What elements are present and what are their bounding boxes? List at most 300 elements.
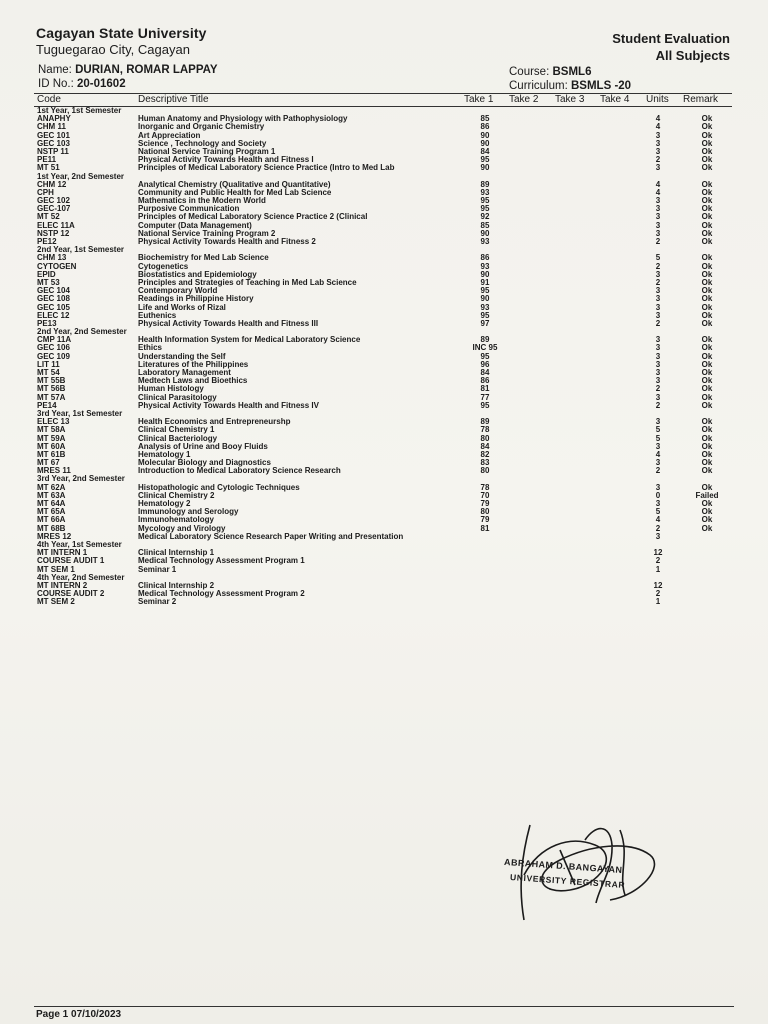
subject-remark: Ok — [701, 433, 713, 443]
semester-heading — [0, 246, 768, 254]
col-take1: Take 1 — [464, 94, 494, 105]
subject-remark: Ok — [701, 277, 713, 287]
subject-code: CHM 12 — [37, 179, 67, 189]
col-take3: Take 3 — [555, 94, 585, 105]
subject-title: Principles and Strategies of Teaching in Med Lab Science — [138, 277, 357, 287]
subject-code: MT 64A — [37, 499, 66, 508]
subject-take1: 90 — [480, 138, 490, 148]
subject-row — [0, 181, 768, 189]
subject-units: 3 — [655, 376, 661, 386]
semester-heading — [0, 328, 768, 336]
subject-take1: INC 95 — [472, 343, 498, 353]
subject-take1: 95 — [480, 286, 490, 296]
subject-units: 3 — [655, 458, 661, 468]
subject-units: 2 — [655, 589, 661, 599]
subject-remark: Ok — [701, 482, 713, 492]
student-id-line — [38, 78, 126, 90]
subject-code: GEC 108 — [37, 294, 70, 304]
semester-heading — [0, 541, 768, 549]
subject-title: Clinical Internship 2 — [138, 580, 215, 590]
registrar-name: ABRAHAM D. BANGAYAN — [503, 856, 623, 876]
subject-row — [0, 549, 768, 557]
subject-take1: 95 — [480, 351, 490, 361]
course-label: Course: — [509, 66, 550, 78]
subject-units: 1 — [655, 564, 661, 574]
subject-units: 3 — [655, 441, 661, 451]
subject-code: COURSE AUDIT 2 — [37, 589, 105, 599]
col-take4: Take 4 — [600, 94, 630, 105]
subject-code: NSTP 11 — [37, 146, 69, 156]
subject-take1: 85 — [480, 220, 490, 230]
subject-code: MT 56B — [37, 384, 66, 394]
subject-units: 4 — [655, 187, 661, 197]
subject-title: Readings in Philippine History — [138, 294, 254, 304]
subject-code: GEC 105 — [37, 302, 70, 312]
subject-remark: Ok — [701, 507, 713, 517]
subject-units: 3 — [655, 531, 661, 541]
subject-take1: 95 — [480, 204, 490, 214]
subject-remark: Ok — [701, 220, 713, 230]
document-title-main: Student Evaluation — [612, 31, 730, 46]
subject-take1: 97 — [480, 318, 490, 328]
footer-rule — [34, 1006, 734, 1007]
subject-title: Immunohematology — [138, 515, 215, 525]
subject-title: Molecular Biology and Diagnostics — [138, 458, 271, 468]
subject-row — [0, 254, 768, 262]
subject-take1: 90 — [480, 130, 490, 140]
semester-label: 4th Year, 2nd Semester — [37, 572, 125, 582]
subject-code: MRES 12 — [37, 531, 72, 541]
subject-title: Cytogenetics — [138, 261, 189, 271]
curriculum-line — [509, 80, 631, 92]
subject-remark: Ok — [701, 237, 713, 246]
subject-code: MT 62A — [37, 482, 66, 492]
subject-row — [0, 500, 768, 508]
subject-units: 3 — [655, 499, 661, 508]
subject-remark: Ok — [701, 122, 713, 132]
subject-remark: Ok — [701, 441, 713, 451]
subject-units: 12 — [653, 548, 663, 558]
subject-take1: 86 — [480, 376, 490, 386]
subject-units: 2 — [655, 384, 661, 394]
subject-title: Contemporary World — [138, 286, 218, 296]
subject-units: 3 — [655, 302, 661, 312]
curriculum-value: BSMLS -20 — [571, 80, 632, 92]
curriculum-label: Curriculum: — [509, 80, 568, 92]
subject-title: Physical Activity Towards Health and Fitness III — [138, 318, 319, 328]
subject-title: Community and Public Health for Med Lab Science — [138, 187, 332, 197]
subject-take1: 80 — [480, 466, 490, 476]
subject-remark: Ok — [701, 228, 713, 238]
subject-title: Analysis of Urine and Booy Fluids — [138, 441, 268, 451]
subject-code: GEC 103 — [37, 138, 70, 148]
subject-remark: Ok — [701, 392, 713, 402]
subject-title: Mathematics in the Modern World — [138, 196, 266, 206]
subject-take1: 85 — [480, 114, 490, 124]
subject-units: 3 — [655, 212, 661, 222]
subject-remark: Ok — [701, 351, 713, 361]
subject-row — [0, 484, 768, 492]
subjects-table — [0, 107, 768, 606]
subject-title: Clinical Parasitology — [138, 392, 217, 402]
subject-units: 3 — [655, 310, 661, 320]
subject-title: Laboratory Management — [138, 368, 231, 377]
subject-units: 2 — [655, 261, 661, 271]
subject-units: 5 — [655, 433, 661, 443]
subject-units: 2 — [655, 400, 661, 410]
subject-row — [0, 132, 768, 140]
subject-title: Hematology 2 — [138, 499, 191, 508]
subject-take1: 81 — [480, 384, 490, 394]
subject-take1: 84 — [480, 368, 490, 377]
subject-row — [0, 516, 768, 524]
semester-label: 2nd Year, 1st Semester — [37, 245, 125, 255]
subject-code: MT INTERN 1 — [37, 548, 88, 558]
subject-units: 4 — [655, 122, 661, 132]
subject-units: 0 — [655, 490, 661, 500]
subject-row — [0, 459, 768, 467]
subject-units: 4 — [655, 515, 661, 525]
subject-row — [0, 385, 768, 393]
subject-remark: Ok — [701, 425, 713, 435]
subject-row — [0, 312, 768, 320]
name-label: Name: — [38, 64, 72, 76]
subject-code: MT 67 — [37, 458, 60, 468]
subject-title: Art Appreciation — [138, 130, 201, 140]
subject-row — [0, 148, 768, 156]
subject-units: 4 — [655, 179, 661, 189]
subject-code: MT 63A — [37, 490, 66, 500]
subject-remark: Ok — [701, 130, 713, 140]
subject-title: Understanding the Self — [138, 351, 226, 361]
subject-units: 3 — [655, 146, 661, 156]
subject-title: National Service Training Program 2 — [138, 228, 276, 238]
subject-units: 3 — [655, 351, 661, 361]
subject-code: GEC 109 — [37, 351, 70, 361]
subject-take1: 89 — [480, 417, 490, 427]
subject-units: 3 — [655, 130, 661, 140]
subject-title: Seminar 1 — [138, 564, 177, 574]
subject-row — [0, 304, 768, 312]
subject-title: Clinical Bacteriology — [138, 433, 218, 443]
subject-units: 2 — [655, 277, 661, 287]
subject-code: ANAPHY — [37, 114, 71, 124]
subject-row — [0, 369, 768, 377]
col-take2: Take 2 — [509, 94, 539, 105]
subject-row — [0, 443, 768, 451]
subject-row — [0, 426, 768, 434]
subject-row — [0, 361, 768, 369]
subject-title: Computer (Data Management) — [138, 220, 252, 230]
subject-take1: 80 — [480, 433, 490, 443]
subject-title: Mycology and Virology — [138, 523, 226, 533]
subject-code: LIT 11 — [37, 359, 60, 369]
subject-take1: 93 — [480, 302, 490, 312]
table-header — [34, 93, 732, 107]
subject-units: 5 — [655, 507, 661, 517]
subject-remark: Ok — [701, 187, 713, 197]
subject-title: Introduction to Medical Laboratory Science Research — [138, 466, 341, 476]
subject-code: ELEC 13 — [37, 417, 70, 427]
subject-title: Immunology and Serology — [138, 507, 239, 517]
subject-take1: 89 — [480, 179, 490, 189]
subject-units: 5 — [655, 425, 661, 435]
subject-units: 4 — [655, 114, 661, 124]
subject-row — [0, 287, 768, 295]
subject-title: Inorganic and Organic Chemistry — [138, 122, 265, 132]
subject-title: Clinical Chemistry 2 — [138, 490, 215, 500]
subject-code: MT 60A — [37, 441, 66, 451]
subject-code: NSTP 12 — [37, 228, 70, 238]
university-city: Tuguegarao City, Cagayan — [36, 42, 190, 57]
subject-row — [0, 582, 768, 590]
university-name: Cagayan State University — [36, 25, 207, 41]
subject-remark: Ok — [701, 400, 713, 410]
subject-take1: 89 — [480, 335, 490, 345]
course-line — [509, 66, 591, 78]
subject-take1: 83 — [480, 458, 490, 468]
subject-row — [0, 451, 768, 459]
subject-remark: Ok — [701, 212, 713, 222]
subject-remark: Ok — [701, 449, 713, 459]
subject-title: Medical Technology Assessment Program 2 — [138, 589, 305, 599]
subject-code: MT 66A — [37, 515, 66, 525]
subject-title: Medical Laboratory Science Research Paper Writing and Presentation — [138, 531, 404, 541]
subject-take1: 84 — [480, 146, 490, 156]
student-name-line — [38, 64, 218, 76]
subject-title: Biostatistics and Epidemiology — [138, 269, 257, 279]
subject-title: Clinical Internship 1 — [138, 548, 215, 558]
subject-units: 3 — [655, 482, 661, 492]
subject-take1: 95 — [480, 155, 490, 165]
subject-take1: 93 — [480, 187, 490, 197]
subject-row — [0, 418, 768, 426]
subject-take1: 95 — [480, 196, 490, 206]
student-id: 20-01602 — [77, 78, 126, 90]
subject-code: PE14 — [37, 400, 57, 410]
col-title: Descriptive Title — [138, 94, 209, 105]
subject-row — [0, 279, 768, 287]
subject-units: 2 — [655, 237, 661, 246]
subject-remark: Ok — [701, 515, 713, 525]
subject-row — [0, 435, 768, 443]
subject-units: 3 — [655, 163, 661, 173]
subject-code: GEC 104 — [37, 286, 70, 296]
subject-row — [0, 197, 768, 205]
subject-row — [0, 344, 768, 352]
subject-code: PE11 — [37, 155, 57, 165]
subject-row — [0, 189, 768, 197]
subject-row — [0, 115, 768, 123]
subject-code: GEC 101 — [37, 130, 70, 140]
semester-heading — [0, 574, 768, 582]
page-footer: Page 1 07/10/2023 — [36, 1009, 122, 1020]
subject-remark: Failed — [695, 490, 719, 500]
subject-code: MT 65A — [37, 507, 66, 517]
subject-code: CPH — [37, 187, 54, 197]
subject-title: Medtech Laws and Bioethics — [138, 376, 248, 386]
subject-units: 3 — [655, 228, 661, 238]
subject-title: Seminar 2 — [138, 597, 177, 607]
subject-take1: 90 — [480, 269, 490, 279]
subject-title: Physical Activity Towards Health and Fitness IV — [138, 400, 319, 410]
subject-take1: 95 — [480, 400, 490, 410]
subject-remark: Ok — [701, 466, 713, 476]
subject-remark: Ok — [701, 196, 713, 206]
subject-remark: Ok — [701, 458, 713, 468]
subject-remark: Ok — [701, 261, 713, 271]
subject-row — [0, 377, 768, 385]
subject-code: MT SEM 2 — [37, 597, 75, 607]
subject-row — [0, 230, 768, 238]
subject-remark: Ok — [701, 155, 713, 165]
subject-take1: 79 — [480, 499, 490, 508]
subject-row — [0, 295, 768, 303]
subject-row — [0, 557, 768, 565]
subject-title: Analytical Chemistry (Qualitative and Quantitative) — [138, 179, 331, 189]
subject-code: EPID — [37, 269, 56, 279]
subject-title: Physical Activity Towards Health and Fitness I — [138, 155, 314, 165]
subject-code: ELEC 11A — [37, 220, 75, 230]
subject-code: GEC 106 — [37, 343, 70, 353]
subject-units: 2 — [655, 155, 661, 165]
document-title — [612, 30, 730, 64]
col-code: Code — [37, 94, 61, 105]
subject-take1: 79 — [480, 515, 490, 525]
subject-remark: Ok — [701, 335, 713, 345]
subject-row — [0, 263, 768, 271]
subject-row — [0, 336, 768, 344]
subject-title: Literatures of the Philippines — [138, 359, 249, 369]
subject-units: 12 — [653, 580, 663, 590]
subject-remark: Ok — [701, 376, 713, 386]
student-name: DURIAN, ROMAR LAPPAY — [75, 64, 218, 76]
subject-row — [0, 205, 768, 213]
subject-take1: 78 — [480, 482, 490, 492]
subject-row — [0, 492, 768, 500]
subject-title: Science , Technology and Society — [138, 138, 267, 148]
subject-units: 3 — [655, 204, 661, 214]
subject-row — [0, 271, 768, 279]
subject-remark: Ok — [701, 138, 713, 148]
subject-take1: 92 — [480, 212, 490, 222]
subject-units: 5 — [655, 253, 661, 263]
subject-code: MT 52 — [37, 212, 60, 222]
subject-title: National Service Training Program 1 — [138, 146, 276, 156]
subject-take1: 90 — [480, 228, 490, 238]
subject-take1: 84 — [480, 441, 490, 451]
subject-remark: Ok — [701, 523, 713, 533]
subject-code: CHM 11 — [37, 122, 66, 132]
subject-units: 3 — [655, 286, 661, 296]
subject-code: MT 58A — [37, 425, 66, 435]
subject-units: 3 — [655, 359, 661, 369]
subject-title: Histopathologic and Cytologic Techniques — [138, 482, 300, 492]
subject-take1: 86 — [480, 122, 490, 132]
subject-units: 4 — [655, 449, 661, 459]
subject-take1: 86 — [480, 253, 490, 263]
subject-remark: Ok — [701, 499, 713, 508]
subject-take1: 77 — [480, 392, 490, 402]
subject-code: MT SEM 1 — [37, 564, 75, 574]
subject-code: CYTOGEN — [37, 261, 77, 271]
subject-title: Biochemistry for Med Lab Science — [138, 253, 269, 263]
subject-title: Health Economics and Entrepreneurshp — [138, 417, 291, 427]
subject-remark: Ok — [701, 163, 713, 173]
subject-remark: Ok — [701, 286, 713, 296]
subject-units: 3 — [655, 220, 661, 230]
subject-code: COURSE AUDIT 1 — [37, 556, 105, 566]
subject-remark: Ok — [701, 343, 713, 353]
subject-remark: Ok — [701, 318, 713, 328]
subject-code: MT 57A — [37, 392, 66, 402]
subject-row — [0, 222, 768, 230]
subject-take1: 82 — [480, 449, 490, 459]
subject-units: 2 — [655, 318, 661, 328]
semester-heading — [0, 107, 768, 115]
subject-title: Physical Activity Towards Health and Fitness 2 — [138, 237, 316, 246]
subject-code: MT 59A — [37, 433, 66, 443]
subject-code: MT 53 — [37, 277, 60, 287]
subject-code: MT 61B — [37, 449, 66, 459]
subject-units: 2 — [655, 556, 661, 566]
subject-units: 3 — [655, 343, 661, 353]
subject-remark: Ok — [701, 114, 713, 124]
subject-code: MRES 11 — [37, 466, 71, 476]
subject-units: 2 — [655, 523, 661, 533]
subject-title: Euthenics — [138, 310, 177, 320]
subject-title: Hematology 1 — [138, 449, 191, 459]
subject-remark: Ok — [701, 269, 713, 279]
subject-title: Human Histology — [138, 384, 204, 394]
subject-take1: 78 — [480, 425, 490, 435]
subject-row — [0, 140, 768, 148]
subject-row — [0, 123, 768, 131]
subject-code: CHM 13 — [37, 253, 67, 263]
subject-remark: Ok — [701, 253, 713, 263]
semester-label: 3rd Year, 2nd Semester — [37, 474, 125, 484]
subject-remark: Ok — [701, 384, 713, 394]
subject-units: 1 — [655, 597, 661, 607]
subject-remark: Ok — [701, 359, 713, 369]
col-remark: Remark — [683, 94, 719, 105]
subject-code: PE12 — [37, 237, 57, 246]
course-value: BSML6 — [552, 66, 592, 78]
subject-code: MT 55B — [37, 376, 66, 386]
subject-code: PE13 — [37, 318, 57, 328]
subject-take1: 96 — [480, 359, 490, 369]
semester-label: 2nd Year, 2nd Semester — [37, 327, 127, 337]
subject-title: Health Information System for Medical Laboratory Science — [138, 335, 361, 345]
subject-title: Principles of Medical Laboratory Science Practice 2 (Clinical — [138, 212, 368, 222]
subject-code: GEC-107 — [37, 204, 71, 214]
subject-row — [0, 213, 768, 221]
subject-row — [0, 394, 768, 402]
subject-title: Ethics — [138, 343, 163, 353]
subject-remark: Ok — [701, 417, 713, 427]
subject-remark: Ok — [701, 302, 713, 312]
subject-title: Human Anatomy and Physiology with Pathophysiology — [138, 114, 348, 124]
subject-code: MT 51 — [37, 163, 60, 173]
subject-take1: 90 — [480, 163, 490, 173]
subject-units: 2 — [655, 466, 661, 476]
subject-title: Purposive Communication — [138, 204, 240, 214]
subject-take1: 80 — [480, 507, 490, 517]
semester-label: 1st Year, 1st Semester — [37, 106, 122, 115]
subject-units: 3 — [655, 269, 661, 279]
subject-remark: Ok — [701, 179, 713, 189]
subject-units: 3 — [655, 368, 661, 377]
